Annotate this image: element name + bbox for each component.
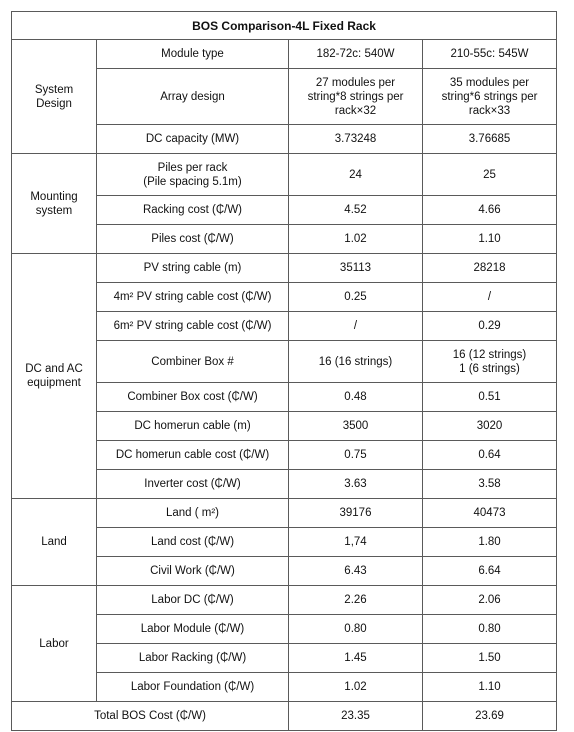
value-210-55c: 0.51 bbox=[423, 383, 557, 412]
row-label: Piles cost (₵/W) bbox=[97, 225, 289, 254]
row-label: Labor Racking (₵/W) bbox=[97, 644, 289, 673]
row-label: PV string cable (m) bbox=[97, 254, 289, 283]
value-182-72c: 24 bbox=[289, 154, 423, 196]
table-row bbox=[12, 40, 557, 69]
value-210-55c: 40473 bbox=[423, 499, 557, 528]
table-row bbox=[12, 254, 557, 283]
total-value-182-72c: 23.35 bbox=[289, 702, 423, 731]
category-dc-ac-equipment: DC and AC equipment bbox=[12, 254, 97, 499]
value-210-55c: 4.66 bbox=[423, 196, 557, 225]
table-row bbox=[12, 586, 557, 615]
category-mounting-system: Mounting system bbox=[12, 154, 97, 254]
row-label: Array design bbox=[97, 69, 289, 125]
value-182-72c: 27 modules per string*8 strings per rack×32 bbox=[289, 69, 423, 125]
value-182-72c: 35113 bbox=[289, 254, 423, 283]
category-system-design: System Design bbox=[12, 40, 97, 154]
value-210-55c: 3.58 bbox=[423, 470, 557, 499]
value-210-55c: 28218 bbox=[423, 254, 557, 283]
bos-comparison-table bbox=[11, 11, 557, 731]
value-210-55c: 1.10 bbox=[423, 225, 557, 254]
row-label: Combiner Box cost (₵/W) bbox=[97, 383, 289, 412]
row-label: Land cost (₵/W) bbox=[97, 528, 289, 557]
value-182-72c: 3.73248 bbox=[289, 125, 423, 154]
value-210-55c: 1.10 bbox=[423, 673, 557, 702]
row-label: Labor DC (₵/W) bbox=[97, 586, 289, 615]
row-label: Racking cost (₵/W) bbox=[97, 196, 289, 225]
value-182-72c: 1,74 bbox=[289, 528, 423, 557]
row-label: DC homerun cable cost (₵/W) bbox=[97, 441, 289, 470]
table-title: BOS Comparison-4L Fixed Rack bbox=[12, 12, 557, 40]
value-210-55c: 210-55c: 545W bbox=[423, 40, 557, 69]
value-182-72c: 4.52 bbox=[289, 196, 423, 225]
row-label: Land ( m²) bbox=[97, 499, 289, 528]
value-182-72c: 39176 bbox=[289, 499, 423, 528]
table-title-row bbox=[12, 12, 557, 40]
value-182-72c: 1.02 bbox=[289, 673, 423, 702]
value-182-72c: 182-72c: 540W bbox=[289, 40, 423, 69]
row-label: 4m² PV string cable cost (₵/W) bbox=[97, 283, 289, 312]
value-182-72c: / bbox=[289, 312, 423, 341]
row-label: Inverter cost (₵/W) bbox=[97, 470, 289, 499]
value-210-55c: 35 modules per string*6 strings per rack×33 bbox=[423, 69, 557, 125]
value-210-55c: 1.50 bbox=[423, 644, 557, 673]
total-value-210-55c: 23.69 bbox=[423, 702, 557, 731]
value-210-55c: 3020 bbox=[423, 412, 557, 441]
value-182-72c: 1.45 bbox=[289, 644, 423, 673]
value-210-55c: / bbox=[423, 283, 557, 312]
value-182-72c: 3.63 bbox=[289, 470, 423, 499]
value-182-72c: 3500 bbox=[289, 412, 423, 441]
value-182-72c: 16 (16 strings) bbox=[289, 341, 423, 383]
row-label: Labor Foundation (₵/W) bbox=[97, 673, 289, 702]
row-label: DC homerun cable (m) bbox=[97, 412, 289, 441]
row-label: 6m² PV string cable cost (₵/W) bbox=[97, 312, 289, 341]
table-row bbox=[12, 154, 557, 196]
value-182-72c: 0.75 bbox=[289, 441, 423, 470]
row-label: Piles per rack (Pile spacing 5.1m) bbox=[97, 154, 289, 196]
row-label: Module type bbox=[97, 40, 289, 69]
value-210-55c: 25 bbox=[423, 154, 557, 196]
category-labor: Labor bbox=[12, 586, 97, 702]
value-182-72c: 0.25 bbox=[289, 283, 423, 312]
row-label: Civil Work (₵/W) bbox=[97, 557, 289, 586]
value-210-55c: 16 (12 strings) 1 (6 strings) bbox=[423, 341, 557, 383]
row-label: DC capacity (MW) bbox=[97, 125, 289, 154]
value-210-55c: 6.64 bbox=[423, 557, 557, 586]
value-182-72c: 6.43 bbox=[289, 557, 423, 586]
value-182-72c: 0.48 bbox=[289, 383, 423, 412]
bos-table-container bbox=[11, 11, 557, 731]
value-182-72c: 2.26 bbox=[289, 586, 423, 615]
value-210-55c: 3.76685 bbox=[423, 125, 557, 154]
value-182-72c: 0.80 bbox=[289, 615, 423, 644]
total-row bbox=[12, 702, 557, 731]
row-label: Combiner Box # bbox=[97, 341, 289, 383]
value-210-55c: 2.06 bbox=[423, 586, 557, 615]
row-label: Labor Module (₵/W) bbox=[97, 615, 289, 644]
value-210-55c: 0.80 bbox=[423, 615, 557, 644]
category-land: Land bbox=[12, 499, 97, 586]
value-210-55c: 0.64 bbox=[423, 441, 557, 470]
value-210-55c: 0.29 bbox=[423, 312, 557, 341]
table-row bbox=[12, 499, 557, 528]
value-182-72c: 1.02 bbox=[289, 225, 423, 254]
value-210-55c: 1.80 bbox=[423, 528, 557, 557]
total-label: Total BOS Cost (₵/W) bbox=[12, 702, 289, 731]
